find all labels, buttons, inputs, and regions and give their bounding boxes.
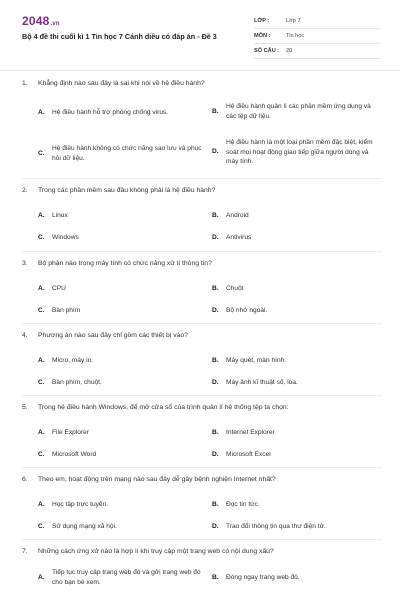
option-letter: B.: [212, 108, 219, 115]
option-letter: B.: [212, 574, 219, 581]
option-letter: B.: [212, 429, 219, 436]
question-divider: [22, 323, 382, 324]
option-text: Microsoft Word: [52, 451, 97, 458]
question-text: Khẳng định nào sau đây là sai khi nói về hệ điều hành?: [38, 80, 205, 87]
info-label: SỐ CÂU :: [254, 48, 280, 54]
option-letter: A.: [38, 212, 45, 219]
option-letter: D.: [212, 523, 219, 530]
option-letter: C.: [38, 234, 45, 241]
question-text: Trong các phần mềm sau đâu không phải là hệ điều hành?: [38, 187, 216, 194]
question-divider: [22, 178, 382, 179]
question-stem: [22, 476, 382, 483]
logo-suffix-text: .vn: [50, 21, 60, 27]
info-label: MÔN :: [254, 33, 271, 39]
option-text: Tiếp tục truy cập trang web đó và gửi trang web đó cho bạn bè xem.: [52, 569, 201, 586]
question-number: 1.: [22, 80, 28, 87]
question-text: Phương án nào sau đây chỉ gồm các thiết bị vào?: [38, 332, 188, 339]
option-text: Máy ảnh kĩ thuật số, loa.: [226, 379, 298, 386]
question-stem: [22, 187, 382, 194]
option-letter: D.: [212, 234, 219, 241]
option-text: Máy quét, màn hình.: [226, 357, 287, 364]
site-logo[interactable]: [22, 14, 60, 28]
option-letter: C.: [38, 523, 45, 530]
page-header: [0, 0, 400, 71]
info-row-question-count: [254, 44, 380, 59]
option-text: Hệ điều hành là một loại phần mềm đặc biệt, kiểm soát mọi hoạt động giao tiếp giữa người dùng và máy tính.: [226, 139, 373, 165]
info-value: Tin học: [286, 33, 305, 39]
question-stem: [22, 548, 382, 555]
question-stem: [22, 80, 382, 87]
option-letter: B.: [212, 285, 219, 292]
question-divider: [22, 395, 382, 396]
question-text: Những cách ứng xử nào là hợp lí khi truy cập một trang web có nội dung xấu?: [38, 548, 274, 555]
exam-info-panel: [254, 14, 380, 59]
question-number: 3.: [22, 260, 28, 267]
question-text: Theo em, hoạt động trên mạng nào sau đây dễ gây bệnh nghiện Internet nhất?: [38, 476, 276, 483]
option-text: Đóng ngay trang web đó.: [226, 574, 300, 581]
question-text: Bộ phận nào trong máy tính có chức năng xử lí thông tin?: [38, 260, 212, 267]
option-text: CPU: [52, 285, 66, 292]
question-number: 2.: [22, 187, 28, 194]
question-text: Trong hệ điều hành Windows, để mở cửa sổ của trình quản lí hệ thống tệp ta chọn:: [38, 404, 289, 411]
option-letter: A.: [38, 429, 45, 436]
option-letter: A.: [38, 574, 45, 581]
question-stem: [22, 404, 382, 411]
question-divider: [22, 251, 382, 252]
option-letter: A.: [38, 501, 45, 508]
info-row-subject: [254, 29, 380, 44]
option-letter: B.: [212, 501, 219, 508]
option-letter: B.: [212, 357, 219, 364]
option-text: Internet Explorer: [226, 429, 275, 436]
option-letter: C.: [38, 150, 45, 157]
option-letter: D.: [212, 451, 219, 458]
info-label: LỚP :: [254, 18, 270, 24]
option-text: Micro, máy in.: [52, 357, 94, 364]
option-text: Hệ điều hành không có chức năng sao lưu và phục hồi dữ liệu.: [52, 145, 202, 162]
option-text: Microsoft Excel: [226, 451, 271, 458]
option-letter: D.: [212, 148, 219, 155]
info-value: Lớp 7: [286, 18, 301, 24]
question-number: 7.: [22, 548, 28, 555]
question-divider: [22, 467, 382, 468]
option-letter: C.: [38, 379, 45, 386]
logo-main-text: 2048: [22, 14, 50, 28]
option-text: Hệ điều hành quản lí các phần mềm ứng dụng và các tệp dữ liệu.: [226, 103, 371, 120]
option-letter: B.: [212, 212, 219, 219]
question-stem: [22, 332, 382, 339]
option-text: Hệ điều hành hỗ trợ phòng chống virus.: [52, 109, 169, 116]
info-row-class: [254, 14, 380, 29]
option-letter: D.: [212, 379, 219, 386]
question-number: 5.: [22, 404, 28, 411]
document-title: Bộ 4 đề thi cuối kì 1 Tin học 7 Cánh diều có đáp án - Đề 3: [22, 32, 217, 41]
option-text: Linux: [52, 212, 68, 219]
option-text: Trao đổi thông tin qua thư điện tử.: [226, 523, 326, 530]
option-text: Bàn phím: [52, 307, 81, 314]
option-letter: A.: [38, 357, 45, 364]
option-text: Windows: [52, 234, 79, 241]
option-letter: C.: [38, 451, 45, 458]
option-text: Android: [226, 212, 249, 219]
option-text: Antivirus: [226, 234, 252, 241]
option-text: Bộ nhớ ngoài.: [226, 307, 268, 314]
option-letter: A.: [38, 109, 45, 116]
option-letter: A.: [38, 285, 45, 292]
option-text: Sử dụng mạng xã hội.: [52, 523, 117, 530]
question-divider: [22, 539, 382, 540]
option-text: Chuột: [226, 285, 244, 292]
option-letter: D.: [212, 307, 219, 314]
option-text: Học tập trực tuyến.: [52, 501, 109, 508]
option-text: File Explorer: [52, 429, 90, 436]
option-letter: C.: [38, 307, 45, 314]
question-stem: [22, 260, 382, 267]
info-value: 20: [286, 48, 293, 54]
question-number: 4.: [22, 332, 28, 339]
option-text: Bàn phím, chuột.: [52, 379, 102, 386]
question-number: 6.: [22, 476, 28, 483]
option-text: Đọc tin tức.: [226, 501, 260, 508]
